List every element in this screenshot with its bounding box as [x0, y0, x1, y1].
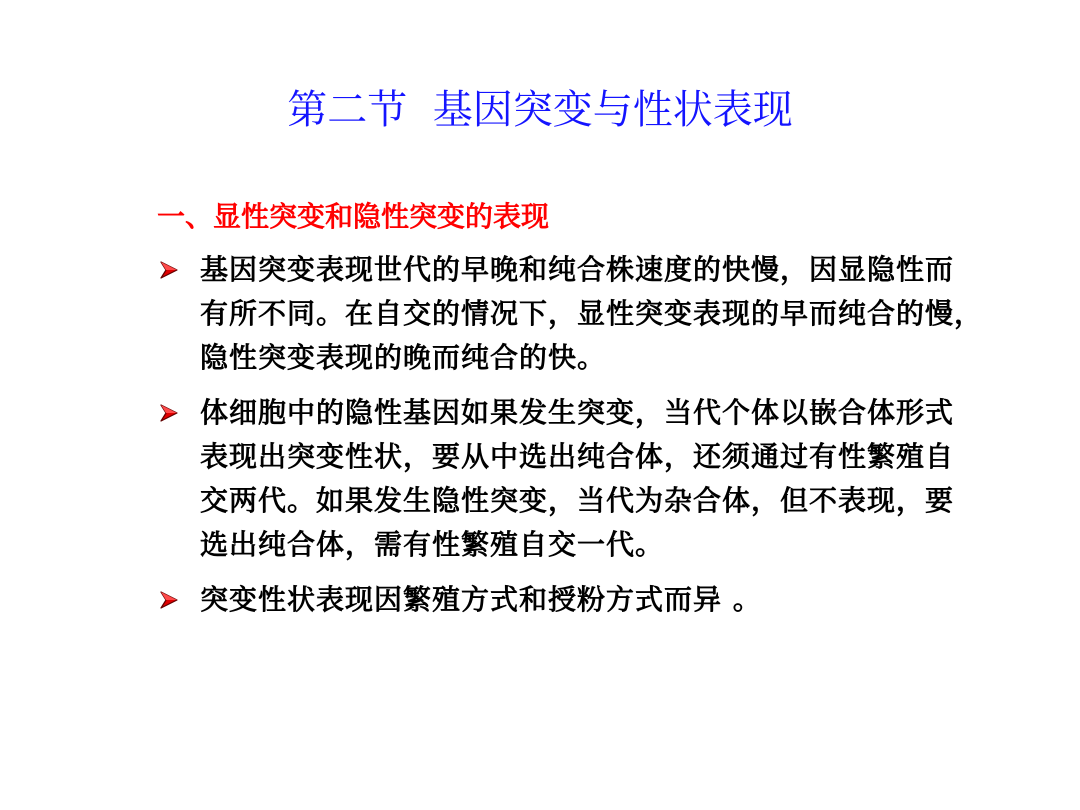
bullet-text-line: 突变性状表现因繁殖方式和授粉方式而异 。: [200, 583, 762, 616]
bullet-text-line: 表现出突变性状，要从中选出纯合体，还须通过有性繁殖自: [200, 440, 955, 473]
bullet-text-line: 体细胞中的隐性基因如果发生突变，当代个体以嵌合体形式: [200, 396, 955, 429]
bullet-text-line: 选出纯合体，需有性繁殖自交一代。: [200, 528, 665, 561]
bullet-list: [155, 248, 1035, 633]
bullet-text-line: 基因突变表现世代的早晚和纯合株速度的快慢，因显隐性而: [200, 253, 955, 286]
arrowhead-bullet-icon: [159, 260, 179, 280]
slide-title: 第二节 基因突变与性状表现: [287, 87, 793, 133]
section-heading: 一、显性突变和隐性突变的表现: [157, 200, 550, 233]
bullet-text-line: 有所不同。在自交的情况下，显性突变表现的早而纯合的慢，: [200, 297, 984, 330]
bullet-text-line: 隐性突变表现的晚而纯合的快。: [200, 341, 607, 374]
bullet-text-line: 交两代。如果发生隐性突变，当代为杂合体，但不表现，要: [200, 484, 955, 517]
bullet-item: [155, 578, 1035, 622]
arrowhead-bullet-icon: [159, 590, 179, 610]
bullet-item: [155, 391, 1035, 567]
arrowhead-bullet-icon: [159, 403, 179, 423]
bullet-item: [155, 248, 1035, 380]
